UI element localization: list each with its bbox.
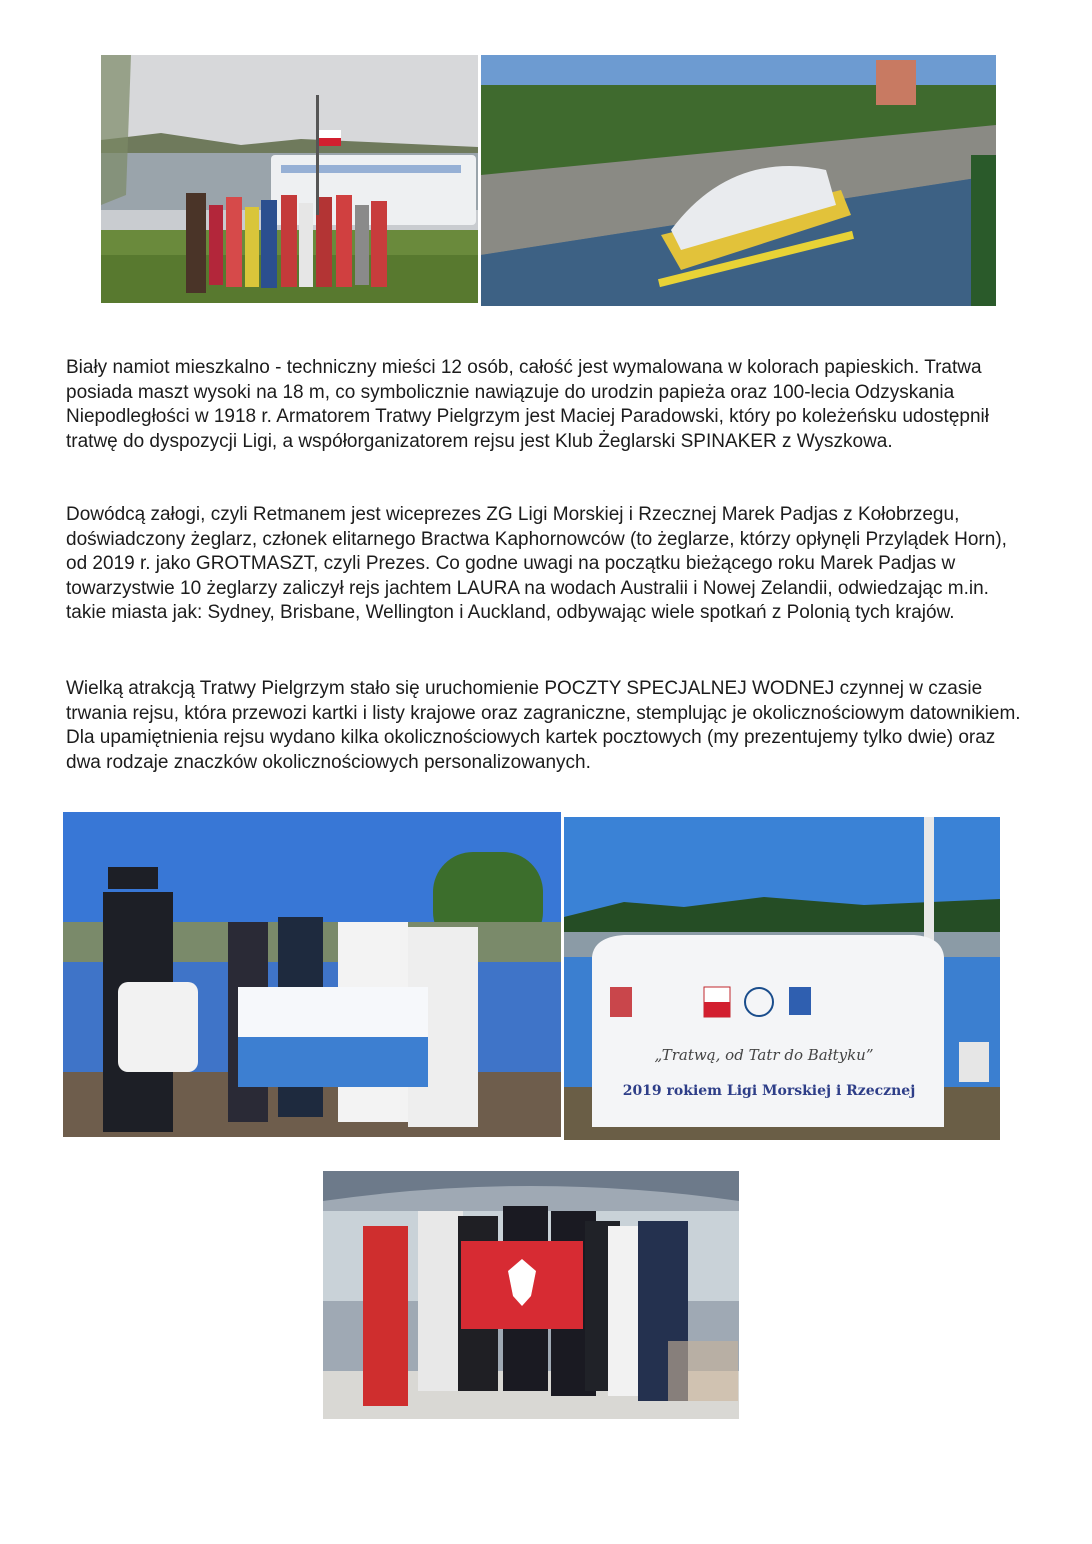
paragraph-crew-commander: Dowódcą załogi, czyli Retmanem jest wiceprezes ZG Ligi Morskiej i Rzecznej Marek Padjas z Kołobrzegu, doświadczony żeglarz, członek elitarnego Bractwa Kaphornowców (to żeglarze, którzy opłynęli Przylądek Horn), od 2019 r. jako GROTMASZT, czyli Prezes. Co godne uwagi na początku bieżącego roku Marek Padjas w towarzystwie 10 żeglarzy zaliczył rejs jachtem LAURA na wodach Australii i Nowej Zelandii, odwiedzając m.in. takie miasta jak: Sydney, Brisbane, Wellington i Auckland, odbywając wiele spotkań z Polonią tych krajów.: [66, 504, 1007, 623]
photo-group-riverbank: [101, 55, 478, 303]
paragraph-water-post: Wielką atrakcją Tratwy Pielgrzym stało się uruchomienie POCZTY SPECJALNEJ WODNEJ czynnej w czasie trwania rejsu, która przewozi kartki i listy krajowe oraz zagraniczne, stemplując je okolicznościowym datownikiem. Dla upamiętnienia rejsu wydano kilka okolicznościowych kartek pocztowych (my prezentujemy tylko dwie) oraz dwa rodzaje znaczków okolicznościowych personalizowanych.: [66, 678, 1021, 773]
photo-crew-with-flag: [63, 812, 561, 1137]
banner-year-text: 2019 rokiem Ligi Morskiej i Rzecznej: [622, 1083, 916, 1099]
paragraph-raft-description: Biały namiot mieszkalno - techniczny mieści 12 osób, całość jest wymalowana w kolorach papieskich. Tratwa posiada maszt wysoki na 18 m, co symbolicznie nawiązuje do urodzin papieża oraz 100-lecia Odzyskania Niepodległości w 1918 r. Armatorem Tratwy Pielgrzym jest Maciej Paradowski, który po koleżeńsku udostępnił tratwę do dyspozycji Ligi, a współorganizatorem rejsu jest Klub Żeglarski SPINAKER z Wyszkowa.: [66, 357, 989, 452]
photo-group-indoors-flag: [323, 1171, 739, 1419]
photo-tent-banner: [564, 817, 1000, 1140]
photo-raft-in-lock: [481, 55, 996, 306]
banner-motto-text: „Tratwą, od Tatr do Bałtyku”: [654, 1046, 874, 1064]
